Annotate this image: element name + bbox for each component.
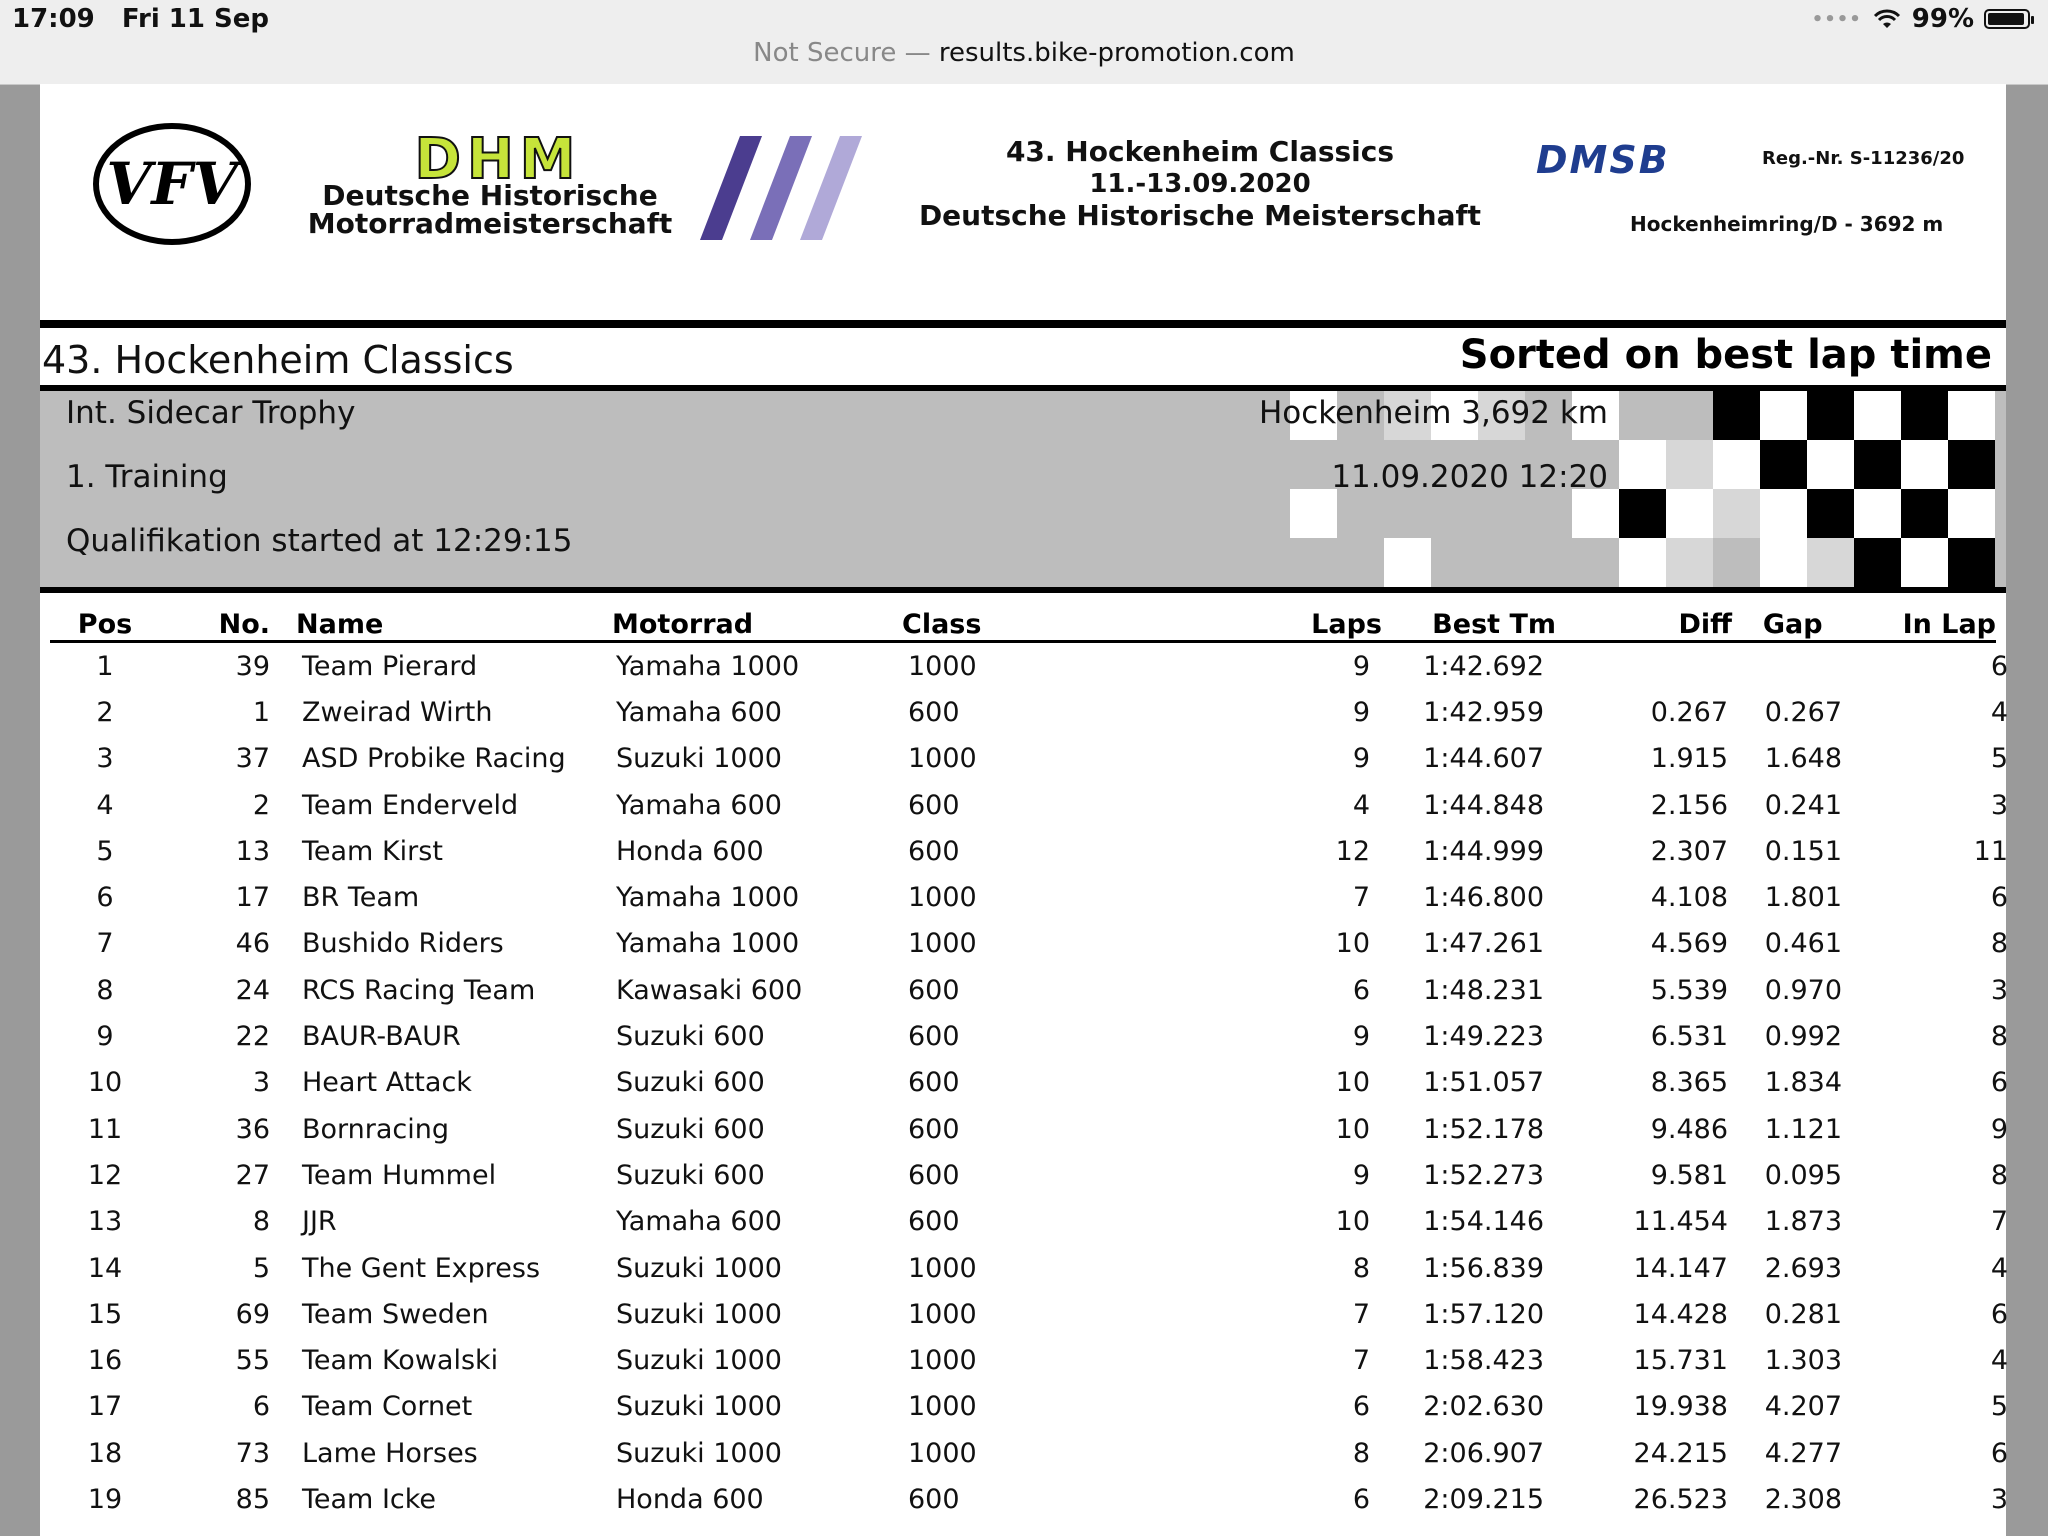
cell-pos: 16 — [87, 1345, 123, 1377]
url-text: results.bike-promotion.com — [938, 38, 1295, 68]
cell-laps: 9 — [1352, 1159, 1370, 1191]
cell-no: 36 — [235, 1113, 270, 1145]
cell-no: 37 — [235, 743, 270, 775]
cell-no: 39 — [235, 650, 270, 682]
status-date: Fri 11 Sep — [121, 4, 270, 34]
cell-best: 1:46.800 — [1423, 882, 1544, 914]
cell-class: 1000 — [908, 882, 977, 914]
table-row — [50, 689, 1996, 735]
cell-no: 55 — [235, 1345, 270, 1377]
cell-best: 1:42.959 — [1423, 696, 1544, 728]
cell-in-lap: 8 — [1990, 928, 2008, 960]
cell-in-lap: 4 — [1990, 1345, 2008, 1377]
cell-no: 1 — [252, 696, 270, 728]
cell-class: 1000 — [908, 1345, 977, 1377]
cell-name: BAUR-BAUR — [302, 1021, 461, 1053]
cell-class: 600 — [908, 835, 960, 867]
cell-gap-inlap — [1732, 874, 2008, 920]
table-row — [50, 1013, 1996, 1059]
table-row — [50, 1245, 1996, 1291]
table-row — [50, 828, 1996, 874]
cell-motorrad: Kawasaki 600 — [616, 974, 803, 1006]
cell-gap: 0.992 — [1764, 1021, 1842, 1053]
cell-class: 1000 — [908, 743, 977, 775]
wifi-icon — [1872, 8, 1902, 30]
cell-in-lap: 6 — [1990, 1437, 2008, 1469]
cell-pos: 4 — [96, 789, 114, 821]
cell-gap-inlap — [1732, 1245, 2008, 1291]
table-row — [50, 1060, 1996, 1106]
cell-best: 1:51.057 — [1423, 1067, 1544, 1099]
cell-gap: 0.281 — [1764, 1298, 1842, 1330]
cell-in-lap: 8 — [1990, 1021, 2008, 1053]
table-row — [50, 967, 1996, 1013]
not-secure-label: Not Secure — — [753, 38, 931, 68]
cell-name: Zweirad Wirth — [302, 696, 493, 728]
session-datetime: 11.09.2020 12:20 — [1331, 459, 1608, 495]
cell-diff: 5.539 — [1650, 974, 1728, 1006]
cell-motorrad: Suzuki 1000 — [616, 1391, 782, 1423]
cell-no: 5 — [252, 1252, 270, 1284]
cell-gap-inlap — [1732, 782, 2008, 828]
results-table — [50, 596, 2008, 1523]
cell-motorrad: Yamaha 600 — [616, 696, 782, 728]
event-title: 43. Hockenheim Classics — [42, 338, 514, 382]
cell-gap-inlap — [1732, 1152, 2008, 1198]
cell-name: Heart Attack — [302, 1067, 472, 1099]
cell-gap: 1.801 — [1764, 882, 1842, 914]
table-header — [50, 596, 1996, 642]
cell-diff: 14.428 — [1633, 1298, 1728, 1330]
cell-gap: 0.151 — [1764, 835, 1842, 867]
cell-class: 600 — [908, 974, 960, 1006]
ios-status-bar — [0, 0, 2048, 85]
cell-name: Team Enderveld — [302, 789, 519, 821]
table-row — [50, 921, 1996, 967]
cell-diff: 24.215 — [1633, 1437, 1728, 1469]
vfv-logo-icon — [92, 122, 252, 246]
cell-laps: 9 — [1352, 743, 1370, 775]
cell-diff: 2.156 — [1650, 789, 1728, 821]
table-row — [50, 782, 1996, 828]
cell-pos: 10 — [87, 1067, 123, 1099]
sort-label: Sorted on best lap time — [1459, 332, 1992, 378]
cell-no: 3 — [252, 1067, 270, 1099]
table-row — [50, 1152, 1996, 1198]
cell-laps: 4 — [1352, 789, 1370, 821]
cell-class: 1000 — [908, 1391, 977, 1423]
cell-gap-inlap — [1732, 689, 2008, 735]
cell-name: Bornracing — [302, 1113, 450, 1145]
col-name[interactable]: Name — [296, 596, 612, 642]
table-row — [50, 1291, 1996, 1337]
cell-pos: 14 — [87, 1252, 123, 1284]
cell-pos: 13 — [87, 1206, 123, 1238]
cell-laps: 10 — [1335, 928, 1370, 960]
table-row — [50, 1199, 1996, 1245]
cell-motorrad: Suzuki 600 — [616, 1067, 765, 1099]
col-in-lap[interactable]: In Lap — [1902, 609, 1996, 640]
cell-laps: 8 — [1352, 1437, 1370, 1469]
cell-diff: 2.307 — [1650, 835, 1728, 867]
svg-text:DHM: DHM — [414, 127, 582, 192]
table-row — [50, 1476, 1996, 1522]
cell-gap: 1.873 — [1764, 1206, 1842, 1238]
cell-gap-inlap — [1732, 967, 2008, 1013]
qualification-start: Qualifikation started at 12:29:15 — [66, 523, 573, 559]
cell-diff: 14.147 — [1633, 1252, 1728, 1284]
battery-percent: 99% — [1911, 4, 1974, 34]
cell-name: Team Pierard — [302, 650, 478, 682]
cell-gap: 1.121 — [1764, 1113, 1842, 1145]
cell-gap: 0.267 — [1764, 696, 1842, 728]
cell-diff: 0.267 — [1650, 696, 1728, 728]
divider — [40, 587, 2006, 593]
cell-laps: 9 — [1352, 1021, 1370, 1053]
cell-best: 1:56.839 — [1423, 1252, 1544, 1284]
cell-in-lap: 6 — [1990, 650, 2008, 682]
cell-gap: 2.308 — [1764, 1483, 1842, 1515]
cell-best: 1:42.692 — [1423, 650, 1544, 682]
cell-name: Team Kirst — [302, 835, 443, 867]
cell-laps: 6 — [1352, 974, 1370, 1006]
session-name: 1. Training — [66, 459, 228, 495]
cell-in-lap: 6 — [1990, 1067, 2008, 1099]
divider — [40, 320, 2006, 328]
cell-laps: 10 — [1335, 1067, 1370, 1099]
cell-best: 1:44.848 — [1423, 789, 1544, 821]
cell-laps: 7 — [1352, 882, 1370, 914]
col-diff[interactable]: Diff — [1556, 596, 1732, 642]
cell-name: ASD Probike Racing — [302, 743, 566, 775]
cell-in-lap: 11 — [1973, 835, 2008, 867]
cell-in-lap: 5 — [1990, 743, 2008, 775]
cell-no: 24 — [235, 974, 270, 1006]
cell-laps: 9 — [1352, 650, 1370, 682]
col-pos[interactable]: Pos — [50, 596, 160, 642]
cell-name: Team Sweden — [302, 1298, 489, 1330]
cell-gap: 0.241 — [1764, 789, 1842, 821]
cell-diff: 4.108 — [1650, 882, 1728, 914]
dhm-subtitle: Deutsche Historische Motorradmeisterschaft — [307, 179, 673, 240]
cell-in-lap: 8 — [1990, 1159, 2008, 1191]
cell-diff: 6.531 — [1650, 1021, 1728, 1053]
col-gap-inlap[interactable] — [1732, 596, 1996, 642]
cell-name: Team Cornet — [302, 1391, 473, 1423]
cell-best: 2:06.907 — [1423, 1437, 1544, 1469]
cell-no: 6 — [252, 1391, 270, 1423]
cell-class: 1000 — [908, 1252, 977, 1284]
cell-diff: 4.569 — [1650, 928, 1728, 960]
cell-gap-inlap — [1732, 1060, 2008, 1106]
cell-class: 1000 — [908, 650, 977, 682]
results-page — [40, 84, 2006, 1536]
col-gap[interactable]: Gap — [1762, 609, 1823, 640]
cell-no: 27 — [235, 1159, 270, 1191]
cell-name: Lame Horses — [302, 1437, 478, 1469]
circuit-length: Hockenheim 3,692 km — [1258, 395, 1608, 431]
cell-best: 1:48.231 — [1423, 974, 1544, 1006]
col-laps[interactable]: Laps — [1212, 596, 1382, 642]
cell-pos: 11 — [87, 1113, 123, 1145]
event-info: 43. Hockenheim Classics 11.-13.09.2020 Deutsche Historische Meisterschaft — [918, 135, 1482, 232]
cell-class: 600 — [908, 1483, 960, 1515]
cell-laps: 9 — [1352, 696, 1370, 728]
session-info-band — [40, 391, 2006, 587]
cell-name: JJR — [302, 1206, 337, 1238]
cell-class: 600 — [908, 696, 960, 728]
cell-laps: 6 — [1352, 1391, 1370, 1423]
cell-name: Team Kowalski — [302, 1345, 499, 1377]
cell-in-lap: 3 — [1990, 974, 2008, 1006]
svg-text:VFV: VFV — [106, 150, 238, 218]
cell-diff — [1556, 642, 1732, 690]
cell-pos: 3 — [96, 743, 114, 775]
cell-name: Team Hummel — [302, 1159, 497, 1191]
cell-motorrad: Suzuki 1000 — [616, 1437, 782, 1469]
cell-no: 46 — [235, 928, 270, 960]
title-row — [40, 330, 2006, 382]
cell-gap-inlap — [1732, 1337, 2008, 1383]
cell-class: 1000 — [908, 928, 977, 960]
cell-motorrad: Suzuki 600 — [616, 1113, 765, 1145]
table-row — [50, 1106, 1996, 1152]
cell-motorrad: Yamaha 1000 — [616, 650, 800, 682]
cell-gap-inlap — [1732, 642, 2008, 690]
cell-no: 13 — [235, 835, 270, 867]
col-class[interactable]: Class — [902, 596, 1212, 642]
cell-motorrad: Suzuki 1000 — [616, 743, 782, 775]
dhm-logo-icon — [308, 127, 688, 192]
cell-laps: 10 — [1335, 1206, 1370, 1238]
cell-diff: 8.365 — [1650, 1067, 1728, 1099]
cell-pos: 17 — [87, 1391, 123, 1423]
cell-pos: 7 — [96, 928, 114, 960]
cell-gap: 4.277 — [1764, 1437, 1842, 1469]
cell-class: 600 — [908, 1021, 960, 1053]
cell-motorrad: Yamaha 1000 — [616, 882, 800, 914]
cell-gap: 0.970 — [1764, 974, 1842, 1006]
table-row — [50, 736, 1996, 782]
status-right — [1812, 4, 2030, 34]
cell-no: 22 — [235, 1021, 270, 1053]
cell-motorrad: Suzuki 600 — [616, 1159, 765, 1191]
table-row — [50, 642, 1996, 690]
cell-laps: 7 — [1352, 1345, 1370, 1377]
cell-gap-inlap — [1732, 921, 2008, 967]
cell-name: BR Team — [302, 882, 420, 914]
cell-motorrad: Honda 600 — [616, 1483, 764, 1515]
cell-class: 600 — [908, 789, 960, 821]
cell-motorrad: Suzuki 1000 — [616, 1345, 782, 1377]
cell-no: 8 — [252, 1206, 270, 1238]
cell-in-lap: 6 — [1990, 882, 2008, 914]
table-row — [50, 1430, 1996, 1476]
cell-in-lap: 6 — [1990, 1298, 2008, 1330]
cell-motorrad: Suzuki 600 — [616, 1021, 765, 1053]
col-no[interactable]: No. — [160, 596, 270, 642]
cell-pos: 6 — [96, 882, 114, 914]
track-info: Hockenheimring/D - 3692 m — [1630, 212, 1944, 236]
cell-diff: 9.581 — [1650, 1159, 1728, 1191]
cell-gap: 4.207 — [1764, 1391, 1842, 1423]
cell-class: 600 — [908, 1159, 960, 1191]
cell-pos: 8 — [96, 974, 114, 1006]
cell-gap-inlap — [1732, 1291, 2008, 1337]
cell-in-lap: 4 — [1990, 1252, 2008, 1284]
cell-class: 1000 — [908, 1437, 977, 1469]
cell-gap-inlap — [1732, 1384, 2008, 1430]
cell-pos: 15 — [87, 1298, 123, 1330]
cell-laps: 12 — [1335, 835, 1370, 867]
cell-gap: 1.648 — [1764, 743, 1842, 775]
cell-best: 1:44.999 — [1423, 835, 1544, 867]
cell-motorrad: Suzuki 1000 — [616, 1298, 782, 1330]
cell-name: Bushido Riders — [302, 928, 504, 960]
cell-motorrad: Yamaha 600 — [616, 789, 782, 821]
cell-in-lap: 3 — [1990, 789, 2008, 821]
cellular-signal-icon: •••• — [1811, 8, 1862, 30]
cell-class: 1000 — [908, 1298, 977, 1330]
cell-motorrad: Honda 600 — [616, 835, 764, 867]
cell-in-lap: 9 — [1990, 1113, 2008, 1145]
cell-class: 600 — [908, 1113, 960, 1145]
cell-gap-inlap — [1732, 736, 2008, 782]
table-row — [50, 874, 1996, 920]
cell-best: 1:58.423 — [1423, 1345, 1544, 1377]
cell-no: 69 — [235, 1298, 270, 1330]
cell-pos: 5 — [96, 835, 114, 867]
cell-in-lap: 3 — [1990, 1483, 2008, 1515]
address-bar[interactable] — [0, 38, 2048, 68]
cell-gap: 1.303 — [1764, 1345, 1842, 1377]
cell-name: Team Icke — [302, 1483, 437, 1515]
cell-motorrad: Suzuki 1000 — [616, 1252, 782, 1284]
col-best-time[interactable]: Best Tm — [1382, 596, 1556, 642]
cell-motorrad: Yamaha 600 — [616, 1206, 782, 1238]
cell-gap: 1.834 — [1764, 1067, 1842, 1099]
cell-name: RCS Racing Team — [302, 974, 536, 1006]
cell-best: 2:02.630 — [1423, 1391, 1544, 1423]
table-row — [50, 1337, 1996, 1383]
cell-no: 73 — [235, 1437, 270, 1469]
cell-motorrad: Yamaha 1000 — [616, 928, 800, 960]
cell-diff: 9.486 — [1650, 1113, 1728, 1145]
cell-gap-inlap — [1732, 1013, 2008, 1059]
cell-pos: 1 — [96, 650, 114, 682]
cell-laps: 8 — [1352, 1252, 1370, 1284]
cell-gap-inlap — [1732, 828, 2008, 874]
table-row — [50, 1384, 1996, 1430]
cell-no: 2 — [252, 789, 270, 821]
cell-best: 1:52.273 — [1423, 1159, 1544, 1191]
cell-gap-inlap — [1732, 1199, 2008, 1245]
cell-gap: 2.693 — [1764, 1252, 1842, 1284]
cell-best: 1:57.120 — [1423, 1298, 1544, 1330]
cell-gap-inlap — [1732, 1430, 2008, 1476]
cell-laps: 7 — [1352, 1298, 1370, 1330]
cell-best: 1:47.261 — [1423, 928, 1544, 960]
status-time: 17:09 Fri 11 Sep — [12, 4, 270, 34]
cell-best: 1:54.146 — [1423, 1206, 1544, 1238]
cell-laps: 6 — [1352, 1483, 1370, 1515]
class-name: Int. Sidecar Trophy — [66, 395, 356, 431]
cell-pos: 2 — [96, 696, 114, 728]
cell-pos: 12 — [87, 1159, 123, 1191]
cell-gap-inlap — [1732, 1106, 2008, 1152]
cell-diff: 1.915 — [1650, 743, 1728, 775]
cell-in-lap: 5 — [1990, 1391, 2008, 1423]
cell-name: The Gent Express — [302, 1252, 541, 1284]
cell-in-lap: 7 — [1990, 1206, 2008, 1238]
cell-in-lap: 4 — [1990, 696, 2008, 728]
cell-pos: 9 — [96, 1021, 114, 1053]
cell-no: 85 — [235, 1483, 270, 1515]
cell-no: 17 — [235, 882, 270, 914]
cell-gap: 0.461 — [1764, 928, 1842, 960]
dmsb-logo: DMSB — [1536, 138, 1670, 182]
cell-diff: 11.454 — [1633, 1206, 1728, 1238]
col-motorrad[interactable]: Motorrad — [612, 596, 902, 642]
cell-best: 1:44.607 — [1423, 743, 1544, 775]
cell-gap-inlap — [1732, 1476, 2008, 1522]
cell-best: 1:49.223 — [1423, 1021, 1544, 1053]
cell-class: 600 — [908, 1067, 960, 1099]
cell-diff: 15.731 — [1633, 1345, 1728, 1377]
cell-laps: 10 — [1335, 1113, 1370, 1145]
cell-best: 2:09.215 — [1423, 1483, 1544, 1515]
registration-number: Reg.-Nr. S-11236/20 — [1762, 148, 1965, 169]
battery-icon — [1984, 9, 2030, 29]
cell-pos: 19 — [87, 1483, 123, 1515]
cell-diff: 19.938 — [1633, 1391, 1728, 1423]
cell-class: 600 — [908, 1206, 960, 1238]
cell-gap: 0.095 — [1764, 1159, 1842, 1191]
cell-pos: 18 — [87, 1437, 123, 1469]
cell-diff: 26.523 — [1633, 1483, 1728, 1515]
cell-best: 1:52.178 — [1423, 1113, 1544, 1145]
